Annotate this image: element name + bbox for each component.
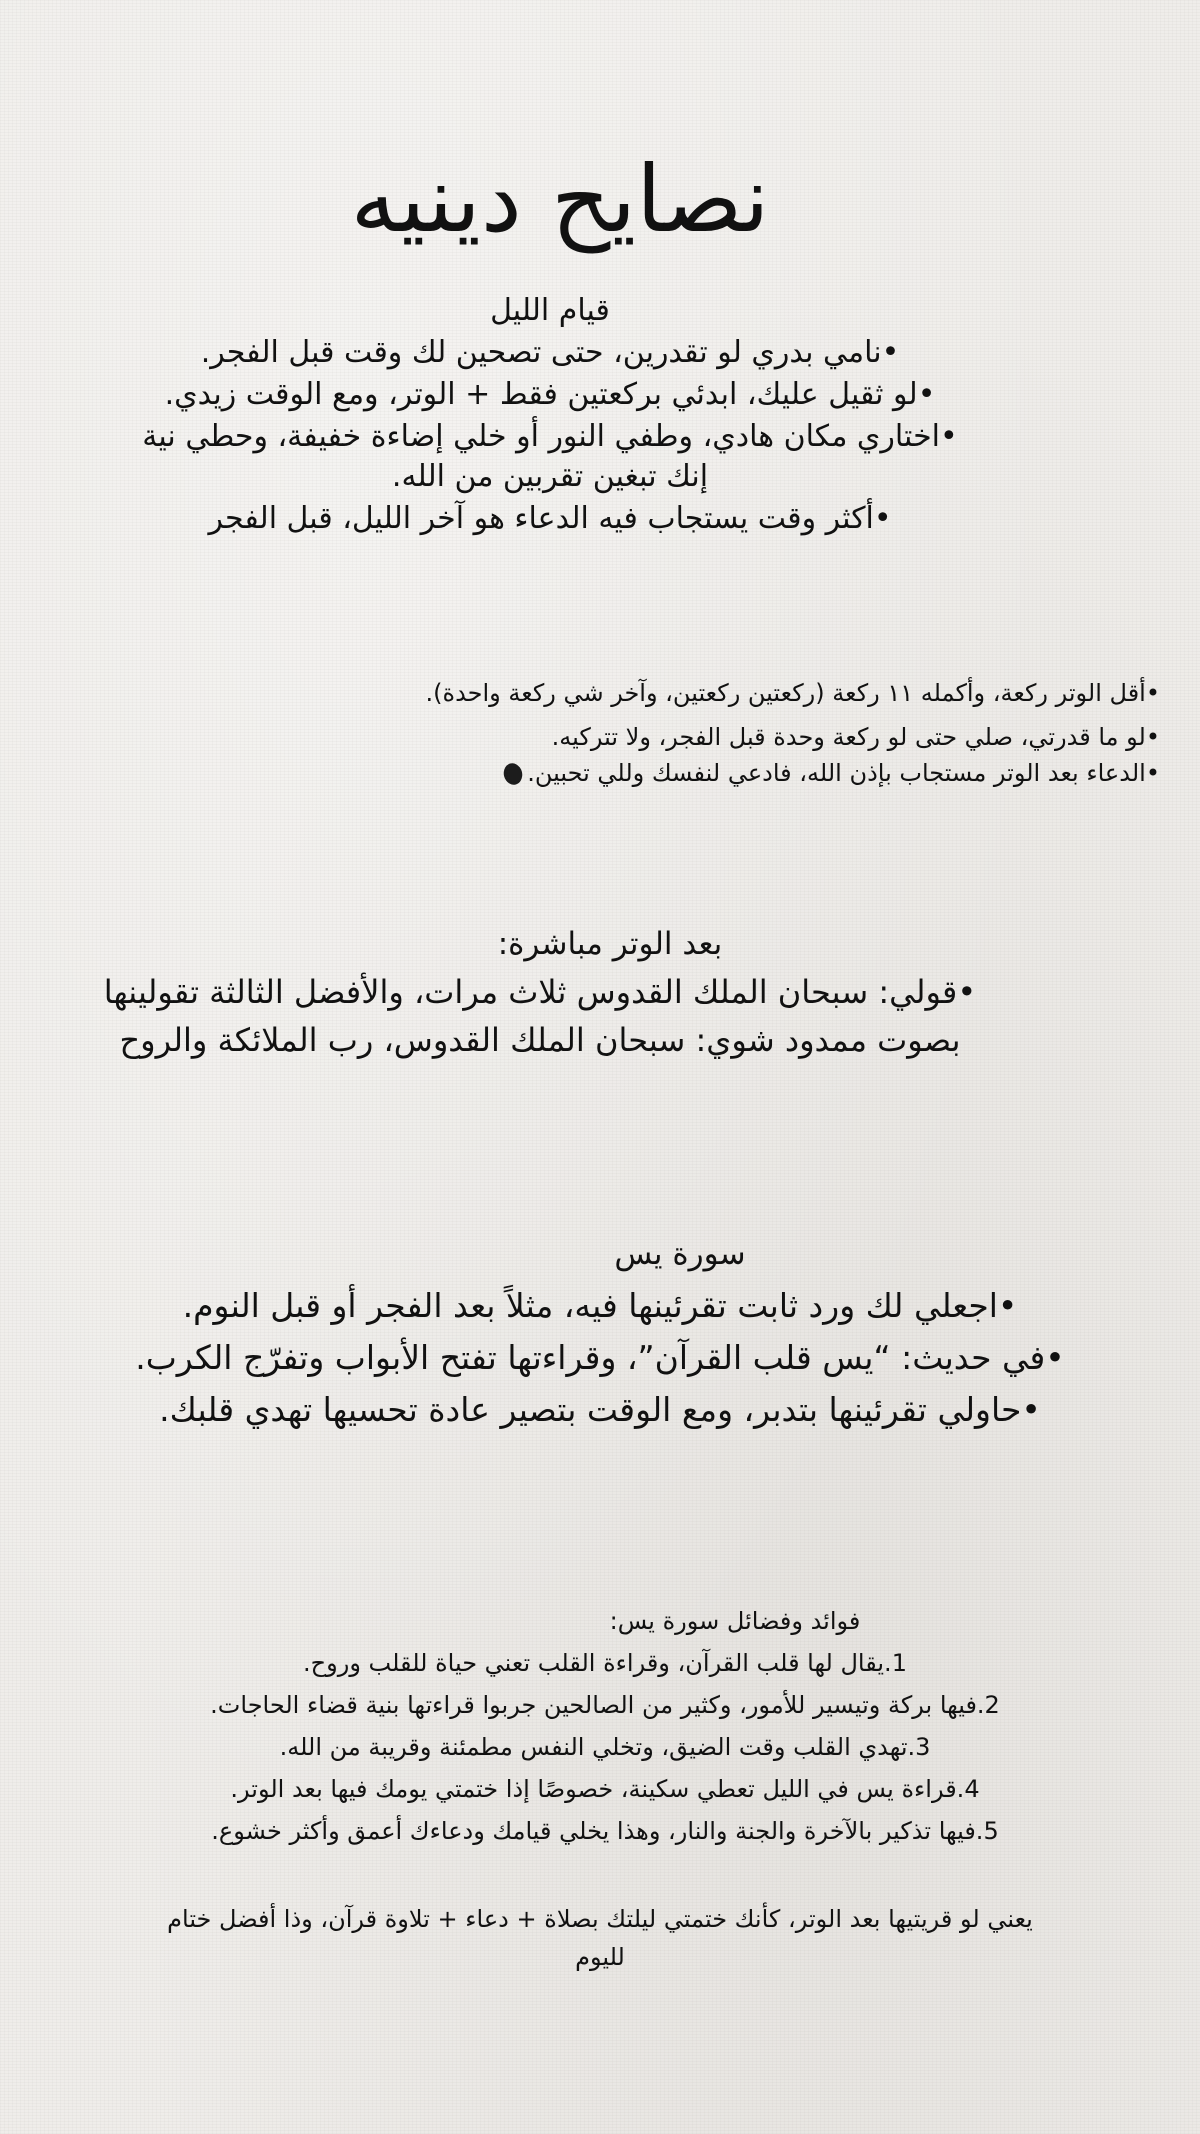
section-benefits (60, 1600, 1150, 1852)
witr-item: •لو ما قدرتي، صلي حتى لو ركعة وحدة قبل الفجر، ولا تتركيه. (551, 723, 1160, 751)
qiyam-item: •اختاري مكان هادي، وطفي النور أو خلي إضاءة خفيفة، وحطي نية (142, 419, 958, 454)
benefit-item: 4.قراءة يس في الليل تعطي سكينة، خصوصًا إذا ختمتي يومك فيها بعد الوتر. (230, 1775, 980, 1803)
after-witr-heading: بعد الوتر مباشرة: (497, 926, 723, 962)
closing-line: يعني لو قريتيها بعد الوتر، كأنك ختمتي ليلتك بصلاة + دعاء + تلاوة قرآن، وذا أفضل ختام (167, 1905, 1033, 1933)
benefit-item: 2.فيها بركة وتيسير للأمور، وكثير من الصالحين جربوا قراءتها بنية قضاء الحاجات. (210, 1691, 1000, 1719)
yasin-item: •اجعلي لك ورد ثابت تقرئينها فيه، مثلاً بعد الفجر أو قبل النوم. (182, 1286, 1018, 1325)
witr-item: •أقل الوتر ركعة، وأكمله ١١ ركعة (ركعتين ركعتين، وآخر شي ركعة واحدة). (425, 679, 1160, 707)
qiyam-item-continued: إنك تبغين تقربين من الله. (391, 459, 709, 494)
benefit-item: 5.فيها تذكير بالآخرة والجنة والنار، وهذا يخلي قيامك ودعاءك أعمق وأكثر خشوع. (211, 1817, 999, 1845)
qiyam-item: •أكثر وقت يستجاب فيه الدعاء هو آخر الليل، قبل الفجر (208, 501, 892, 536)
witr-item: •الدعاء بعد الوتر مستجاب بإذن الله، فادعي لنفسك وللي تحبين. (527, 759, 1160, 787)
section-yasin (50, 1228, 1150, 1436)
qiyam-item: •نامي بدري لو تقدرين، حتى تصحين لك وقت قبل الفجر. (200, 335, 900, 370)
benefits-heading: فوائد وفضائل سورة يس: (609, 1607, 861, 1635)
witr-item-with-icon (320, 755, 1160, 791)
after-witr-line: بصوت ممدود شوي: سبحان الملك القدوس، رب الملائكة والروح (119, 1021, 961, 1059)
after-witr-line: •قولي: سبحان الملك القدوس ثلاث مرات، والأفضل الثالثة تقولينها (103, 973, 977, 1011)
closing-line: لليوم (575, 1943, 625, 1971)
yasin-heading: سورة يس (614, 1236, 746, 1272)
yasin-item: •حاولي تقرئينها بتدبر، ومع الوقت بتصير عادة تحسيها تهدي قلبك. (159, 1390, 1041, 1429)
section-closing (20, 1900, 1180, 1976)
yasin-item: •في حديث: “يس قلب القرآن”، وقراءتها تفتح الأبواب وتفرّج الكرب. (135, 1338, 1065, 1377)
section-witr (320, 675, 1160, 791)
benefit-item: 1.يقال لها قلب القرآن، وقراءة القلب تعني حياة للقلب وروح. (303, 1649, 907, 1677)
qiyam-heading: قيام الليل (490, 293, 610, 328)
section-qiyam (20, 290, 1080, 540)
benefit-item: 3.تهدي القلب وقت الضيق، وتخلي النفس مطمئنة وقريبة من الله. (279, 1733, 931, 1761)
page-title: نصايح دينيه (350, 146, 770, 253)
section-after-witr (40, 920, 1040, 1064)
pen-sticker-icon (500, 760, 527, 787)
qiyam-item: •لو ثقيل عليك، ابدئي بركعتين فقط + الوتر، ومع الوقت زيدي. (164, 377, 936, 412)
